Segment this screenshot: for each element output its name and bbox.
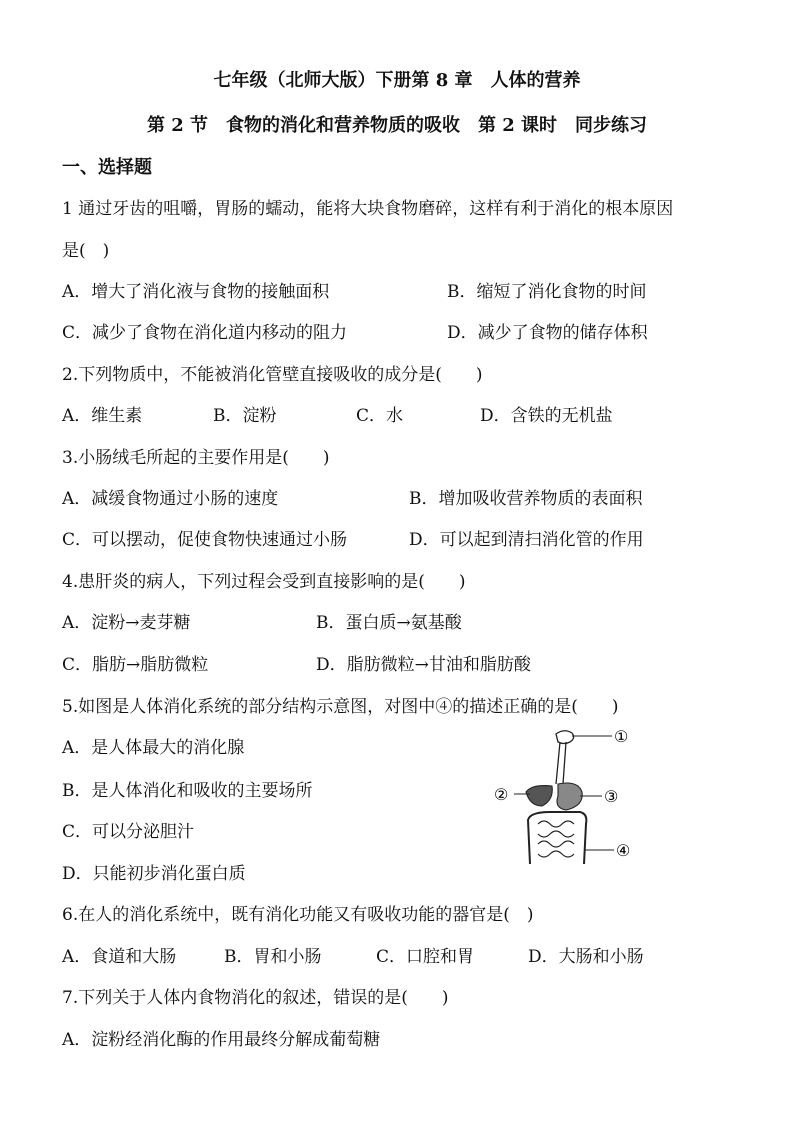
question-2-option-d: D．含铁的无机盐 <box>480 406 613 426</box>
question-1-stem-line2: 是( ) <box>62 241 110 261</box>
question-3-option-b: B．增加吸收营养物质的表面积 <box>409 489 643 509</box>
question-1-option-d: D．减少了食物的储存体积 <box>447 323 648 343</box>
question-7-stem: 7.下列关于人体内食物消化的叙述，错误的是( ) <box>62 988 449 1008</box>
page-subtitle: 第 2 节 食物的消化和营养物质的吸收 第 2 课时 同步练习 <box>146 115 648 136</box>
question-2-option-a: A．维生素 <box>62 406 143 426</box>
question-1-option-a: A．增大了消化液与食物的接触面积 <box>62 282 330 302</box>
question-2-option-b: B．淀粉 <box>213 406 277 426</box>
large-intestine-shape <box>528 812 586 864</box>
question-5-option-d: D．只能初步消化蛋白质 <box>62 864 246 884</box>
question-4-option-d: D．脂肪微粒→甘油和脂肪酸 <box>316 655 531 675</box>
question-3-option-c: C．可以摆动，促使食物快速通过小肠 <box>62 530 348 550</box>
question-2-option-c: C．水 <box>356 406 404 426</box>
figure-label-2: ② <box>494 785 509 804</box>
question-6-option-c: C．口腔和胃 <box>376 947 475 967</box>
esophagus-shape <box>556 742 566 784</box>
question-4-option-a: A．淀粉→麦芽糖 <box>62 613 191 633</box>
question-6-option-b: B．胃和小肠 <box>224 947 322 967</box>
small-intestine-shape <box>538 821 574 857</box>
question-1-option-c: C．减少了食物在消化道内移动的阻力 <box>62 323 348 343</box>
question-6-option-d: D．大肠和小肠 <box>528 947 644 967</box>
question-6-stem: 6.在人的消化系统中，既有消化功能又有吸收功能的器官是( ) <box>62 905 534 925</box>
figure-label-3: ③ <box>604 787 619 806</box>
question-3-option-a: A．减缓食物通过小肠的速度 <box>62 489 279 509</box>
stomach-shape <box>557 783 582 810</box>
figure-label-4: ④ <box>616 841 631 860</box>
question-4-stem: 4.患肝炎的病人，下列过程会受到直接影响的是( ) <box>62 572 466 592</box>
figure-label-1: ① <box>614 727 629 746</box>
question-2-stem: 2.下列物质中，不能被消化管壁直接吸收的成分是( ) <box>62 365 483 385</box>
question-3-option-d: D．可以起到清扫消化管的作用 <box>409 530 644 550</box>
question-5-stem: 5.如图是人体消化系统的部分结构示意图，对图中④的描述正确的是( ) <box>62 697 619 717</box>
section-heading: 一、选择题 <box>62 157 152 178</box>
question-3-stem: 3.小肠绒毛所起的主要作用是( ) <box>62 448 330 468</box>
question-1-option-b: B．缩短了消化食物的时间 <box>447 282 647 302</box>
question-4-option-b: B．蛋白质→氨基酸 <box>316 613 462 633</box>
question-1-stem-line1: 1 通过牙齿的咀嚼，胃肠的蠕动，能将大块食物磨碎，这样有利于消化的根本原因 <box>62 199 674 219</box>
liver-shape <box>526 786 552 806</box>
question-6-option-a: A．食道和大肠 <box>62 947 177 967</box>
question-4-option-c: C．脂肪→脂肪微粒 <box>62 655 209 675</box>
page-title: 七年级（北师大版）下册第 8 章 人体的营养 <box>213 70 581 91</box>
question-5-option-c: C．可以分泌胆汁 <box>62 822 195 842</box>
question-7-option-a: A．淀粉经消化酶的作用最终分解成葡萄糖 <box>62 1030 381 1050</box>
mouth-shape <box>556 731 574 744</box>
digestive-system-diagram <box>480 724 650 874</box>
question-5-option-b: B．是人体消化和吸收的主要场所 <box>62 781 313 801</box>
question-5-option-a: A．是人体最大的消化腺 <box>62 738 245 758</box>
